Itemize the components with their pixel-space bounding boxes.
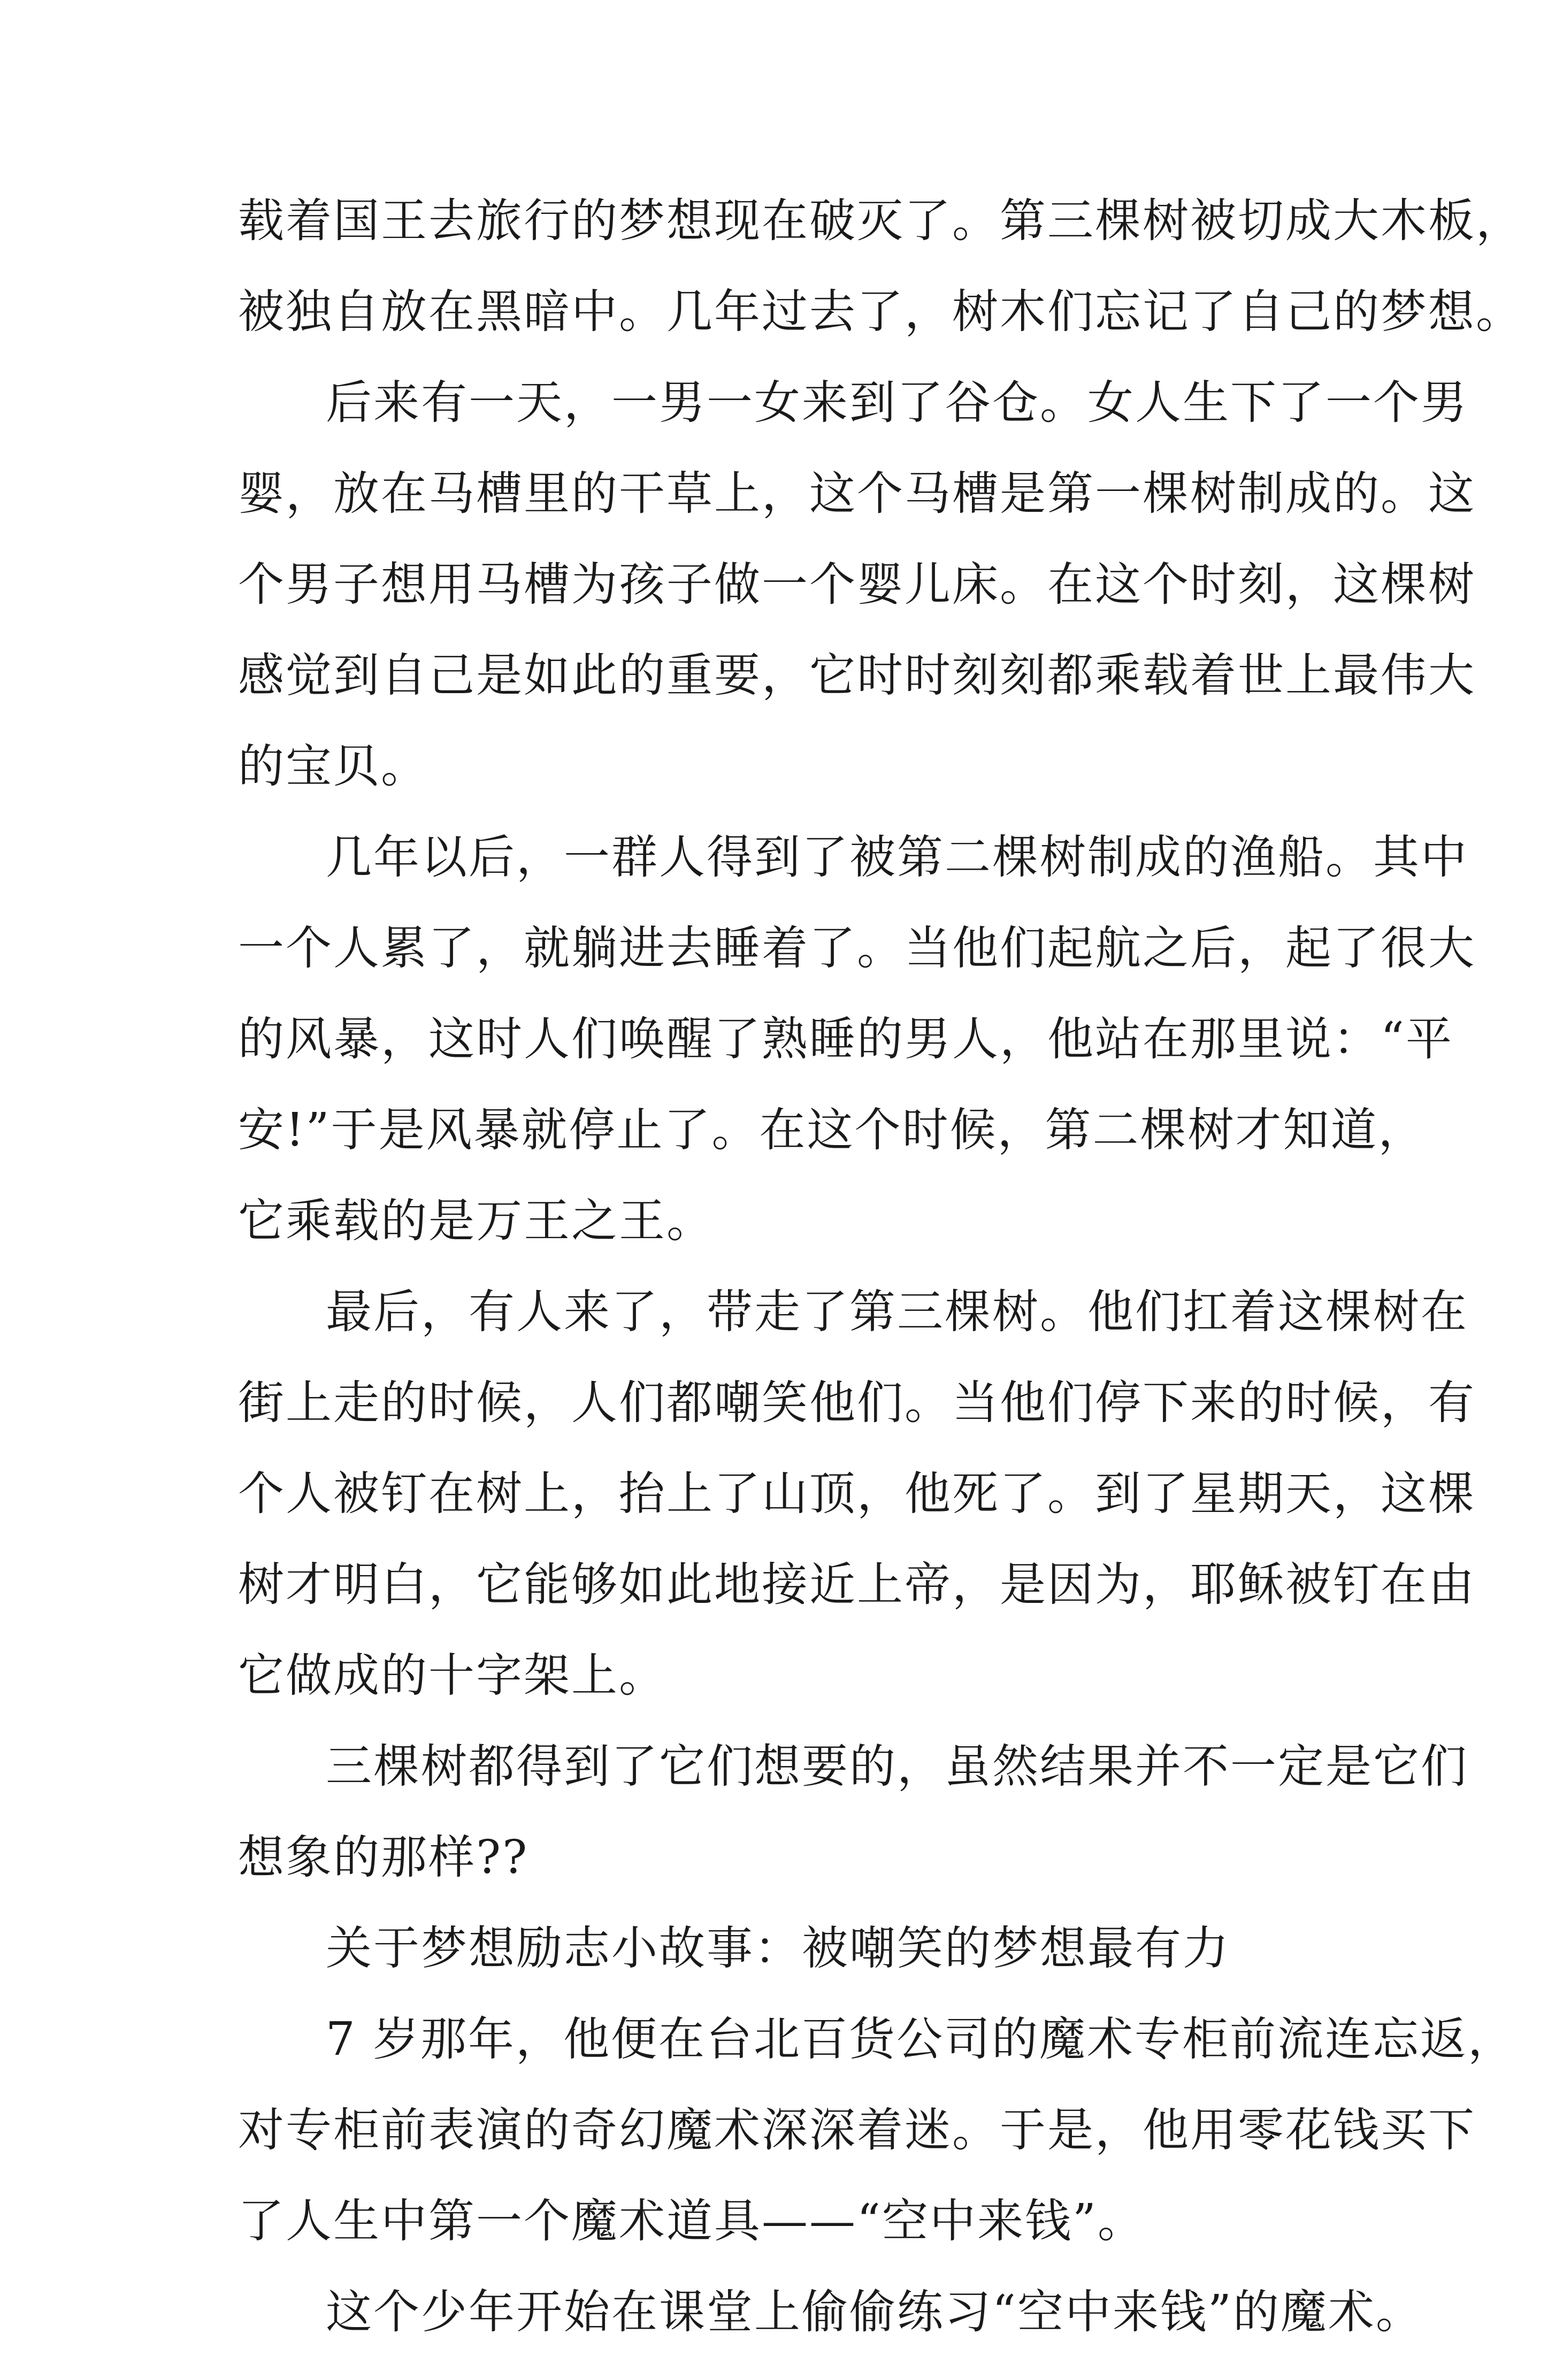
text-line: 街上走的时候，人们都嘲笑他们。当他们停下来的时候，有 — [238, 1376, 1476, 1430]
paragraph-start-line: 最后，有人来了，带走了第三棵树。他们扛着这棵树在 — [326, 1285, 1468, 1339]
text-line: 一个人累了，就躺进去睡着了。当他们起航之后，起了很大 — [238, 922, 1476, 975]
text-line: 载着国王去旅行的梦想现在破灭了。第三棵树被切成大木板， — [238, 194, 1523, 248]
paragraph-start-line: 几年以后，一群人得到了被第二棵树制成的渔船。其中 — [326, 831, 1468, 884]
text-line: 对专柜前表演的奇幻魔术深深着迷。于是，他用零花钱买下 — [238, 2103, 1476, 2157]
text-line: 婴，放在马槽里的干草上，这个马槽是第一棵树制成的。这 — [238, 467, 1476, 520]
paragraph-start-line: 后来有一天，一男一女来到了谷仓。女人生下了一个男 — [326, 376, 1468, 429]
text-line: 安!”于是风暴就停止了。在这个时候，第二棵树才知道， — [238, 1103, 1426, 1157]
text-line: 被独自放在黑暗中。几年过去了，树木们忘记了自己的梦想。 — [238, 285, 1523, 339]
text-line: 个人被钉在树上，抬上了山顶，他死了。到了星期天，这棵 — [238, 1467, 1476, 1521]
paragraph-start-line: 7 岁那年，他便在台北百货公司的魔术专柜前流连忘返， — [326, 2013, 1516, 2066]
section-heading: 关于梦想励志小故事：被嘲笑的梦想最有力 — [326, 1922, 1230, 1975]
text-line: 的风暴，这时人们唤醒了熟睡的男人，他站在那里说：“平 — [238, 1012, 1453, 1066]
text-line: 了人生中第一个魔术道具——“空中来钱”。 — [238, 2194, 1145, 2248]
text-line: 感觉到自己是如此的重要，它时时刻刻都乘载着世上最伟大 — [238, 649, 1476, 702]
text-line: 的宝贝。 — [238, 740, 428, 793]
body-text — [238, 194, 1523, 2380]
text-line: 树才明白，它能够如此地接近上帝，是因为，耶稣被钉在由 — [238, 1558, 1476, 1611]
paragraph-start-line: 这个少年开始在课堂上偷偷练习“空中来钱”的魔术。 — [326, 2285, 1423, 2339]
text-line: 想象的那样?? — [238, 1831, 529, 1884]
paragraph-start-line: 三棵树都得到了它们想要的，虽然结果并不一定是它们 — [326, 1740, 1468, 1793]
text-line: 它乘载的是万王之王。 — [238, 1194, 714, 1248]
text-line: 它做成的十字架上。 — [238, 1649, 666, 1702]
text-line: 个男子想用马槽为孩子做一个婴儿床。在这个时刻，这棵树 — [238, 558, 1476, 611]
